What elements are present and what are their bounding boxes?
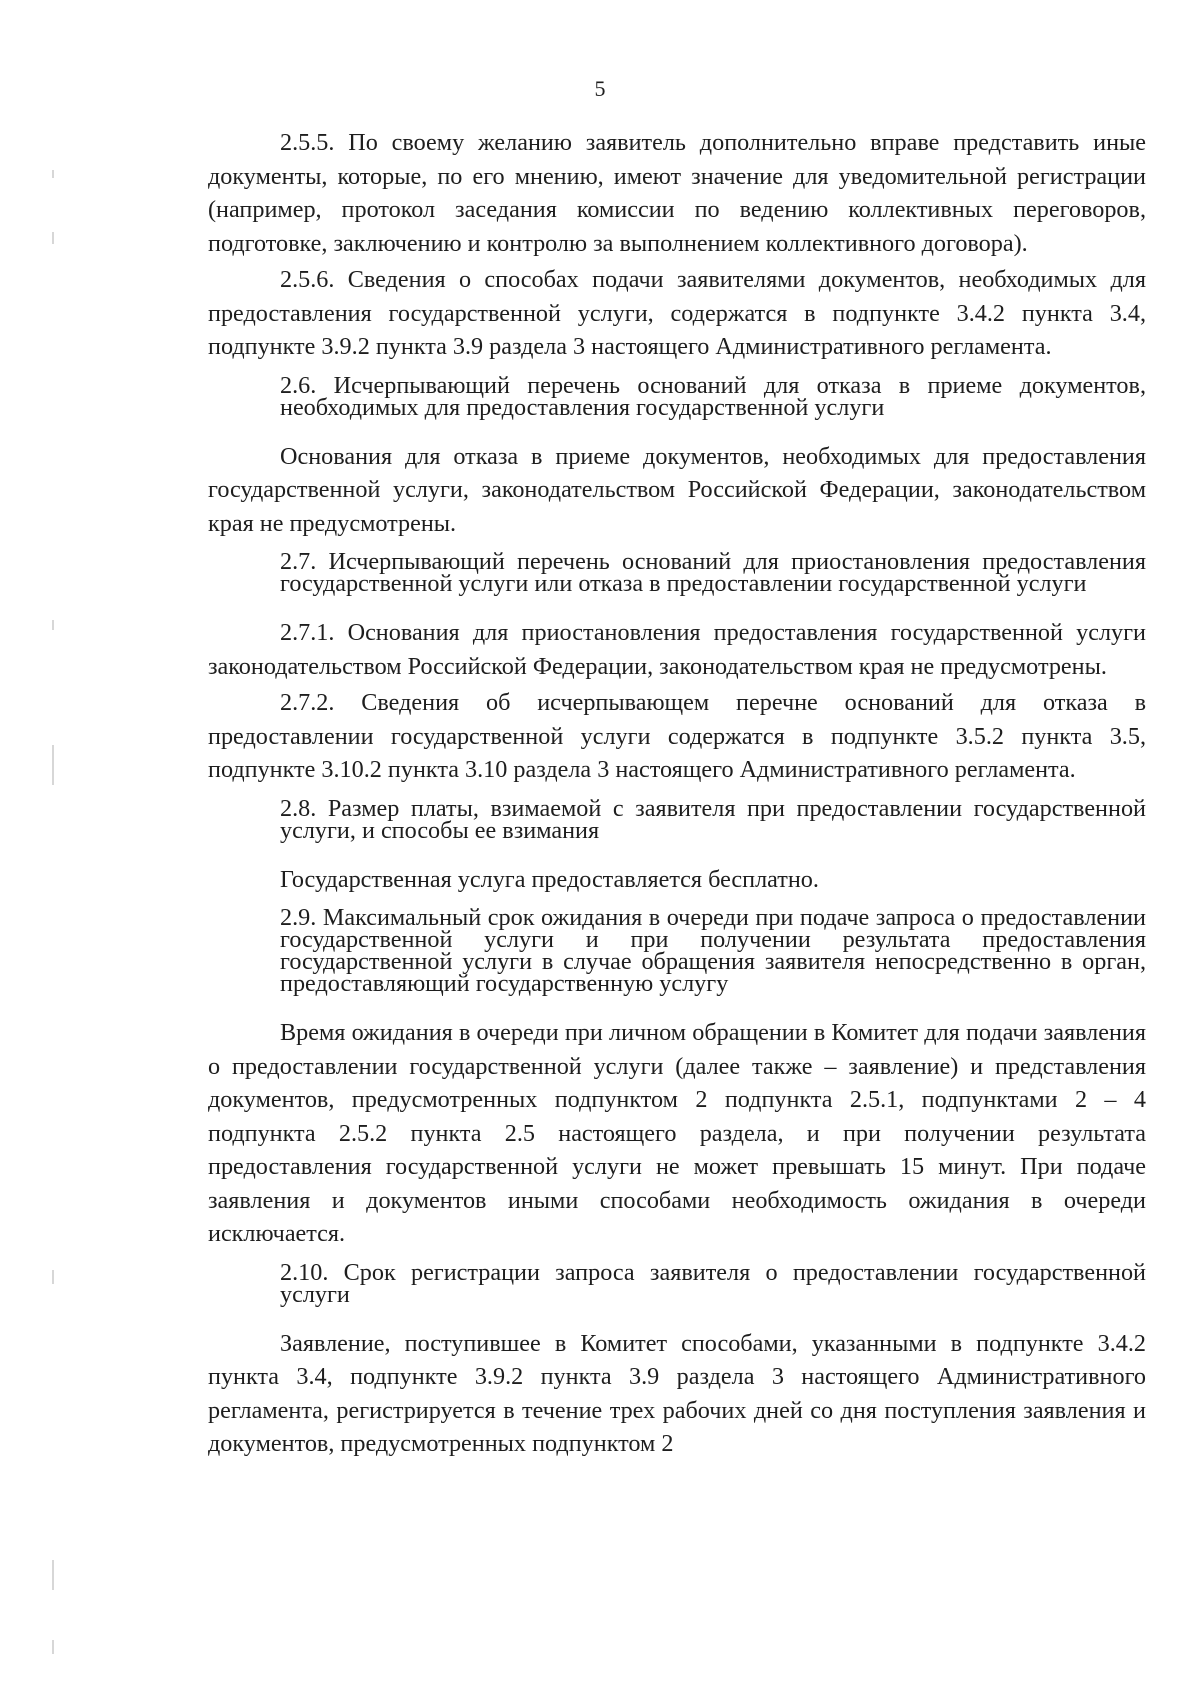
section-heading-2-10: 2.10. Срок регистрации запроса заявителя о предоставлении государственной услуги (280, 1258, 1146, 1308)
scan-artifact (52, 1560, 54, 1590)
scan-artifact (52, 170, 54, 178)
paragraph-2-9-text: Время ожидания в очереди при личном обращении в Комитет для подачи заявления о предоставлении государственной услуги (далее также – заявление) и представления документов, предусмотренных подпунктом 2 подпункта 2.5.1, подпунктами 2 – 4 подпункта 2.5.2 пункта 2.5 настоящего раздела, и при получении результата предоставления государственной услуги не может превышать 15 минут. При подаче заявления и документов иными способами необходимость ожидания в очереди исключается. (208, 1019, 1146, 1247)
paragraph-2-6-text: Основания для отказа в приеме документов, необходимых для предоставления государственной услуги, законодательством Российской Федерации, законодательством края не предусмотрены. (208, 442, 1146, 537)
paragraph-2-8-text: Государственная услуга предоставляется бесплатно. (280, 865, 819, 893)
paragraph-2-5-6: 2.5.6. Сведения о способах подачи заявителями документов, необходимых для предоставления государственной услуги, содержатся в подпункте 3.4.2 пункта 3.4, подпункте 3.9.2 пункта 3.9 раздела 3 настоящего Административного регламента. (208, 266, 1146, 360)
paragraph-2-7-2: 2.7.2. Сведения об исчерпывающем перечне оснований для отказа в предоставлении государственной услуги содержатся в подпункте 3.5.2 пункта 3.5, подпункте 3.10.2 пункта 3.10 раздела 3 настоящего Административного регламента. (208, 689, 1146, 783)
section-heading-2-7: 2.7. Исчерпывающий перечень оснований для приостановления предоставления государственной услуги или отказа в предоставлении государственной услуги (280, 548, 1146, 597)
scan-artifact (52, 1270, 54, 1284)
section-heading-2-6: 2.6. Исчерпывающий перечень оснований для отказа в приеме документов, необходимых для предоставления государственной услуги (280, 371, 1146, 421)
section-heading-2-8: 2.8. Размер платы, взимаемой с заявителя при предоставлении государственной услуги, и способы ее взимания (280, 794, 1146, 844)
page-number: 5 (594, 76, 606, 101)
paragraph-2-10-text: Заявление, поступившее в Комитет способами, указанными в подпункте 3.4.2 пункта 3.4, подпункте 3.9.2 пункта 3.9 раздела 3 настоящего Административного регламента, регистрируется в течение трех рабочих дней со дня поступления заявления и документов, предусмотренных подпунктом 2 (208, 1329, 1146, 1457)
scan-artifact (52, 620, 54, 630)
section-heading-2-9: 2.9. Максимальный срок ожидания в очереди при подаче запроса о предоставлении государственной услуги и при получении результата предоставления государственной услуги в случае обращения заявителя непосредственно в орган, предоставляющий государственную услугу (280, 904, 1146, 997)
paragraph-2-5-5: 2.5.5. По своему желанию заявитель дополнительно вправе представить иные документы, которые, по его мнению, имеют значение для уведомительной регистрации (например, протокол заседания комиссии по ведению коллективных переговоров, подготовке, заключению и контролю за выполнением коллективного договора). (208, 129, 1146, 257)
scan-artifact (52, 1640, 54, 1654)
document-body (208, 126, 1146, 1461)
scan-artifact (52, 232, 54, 244)
scan-artifact (52, 745, 54, 785)
paragraph-2-7-1: 2.7.1. Основания для приостановления предоставления государственной услуги законодательством Российской Федерации, законодательством края не предусмотрены. (208, 619, 1146, 680)
